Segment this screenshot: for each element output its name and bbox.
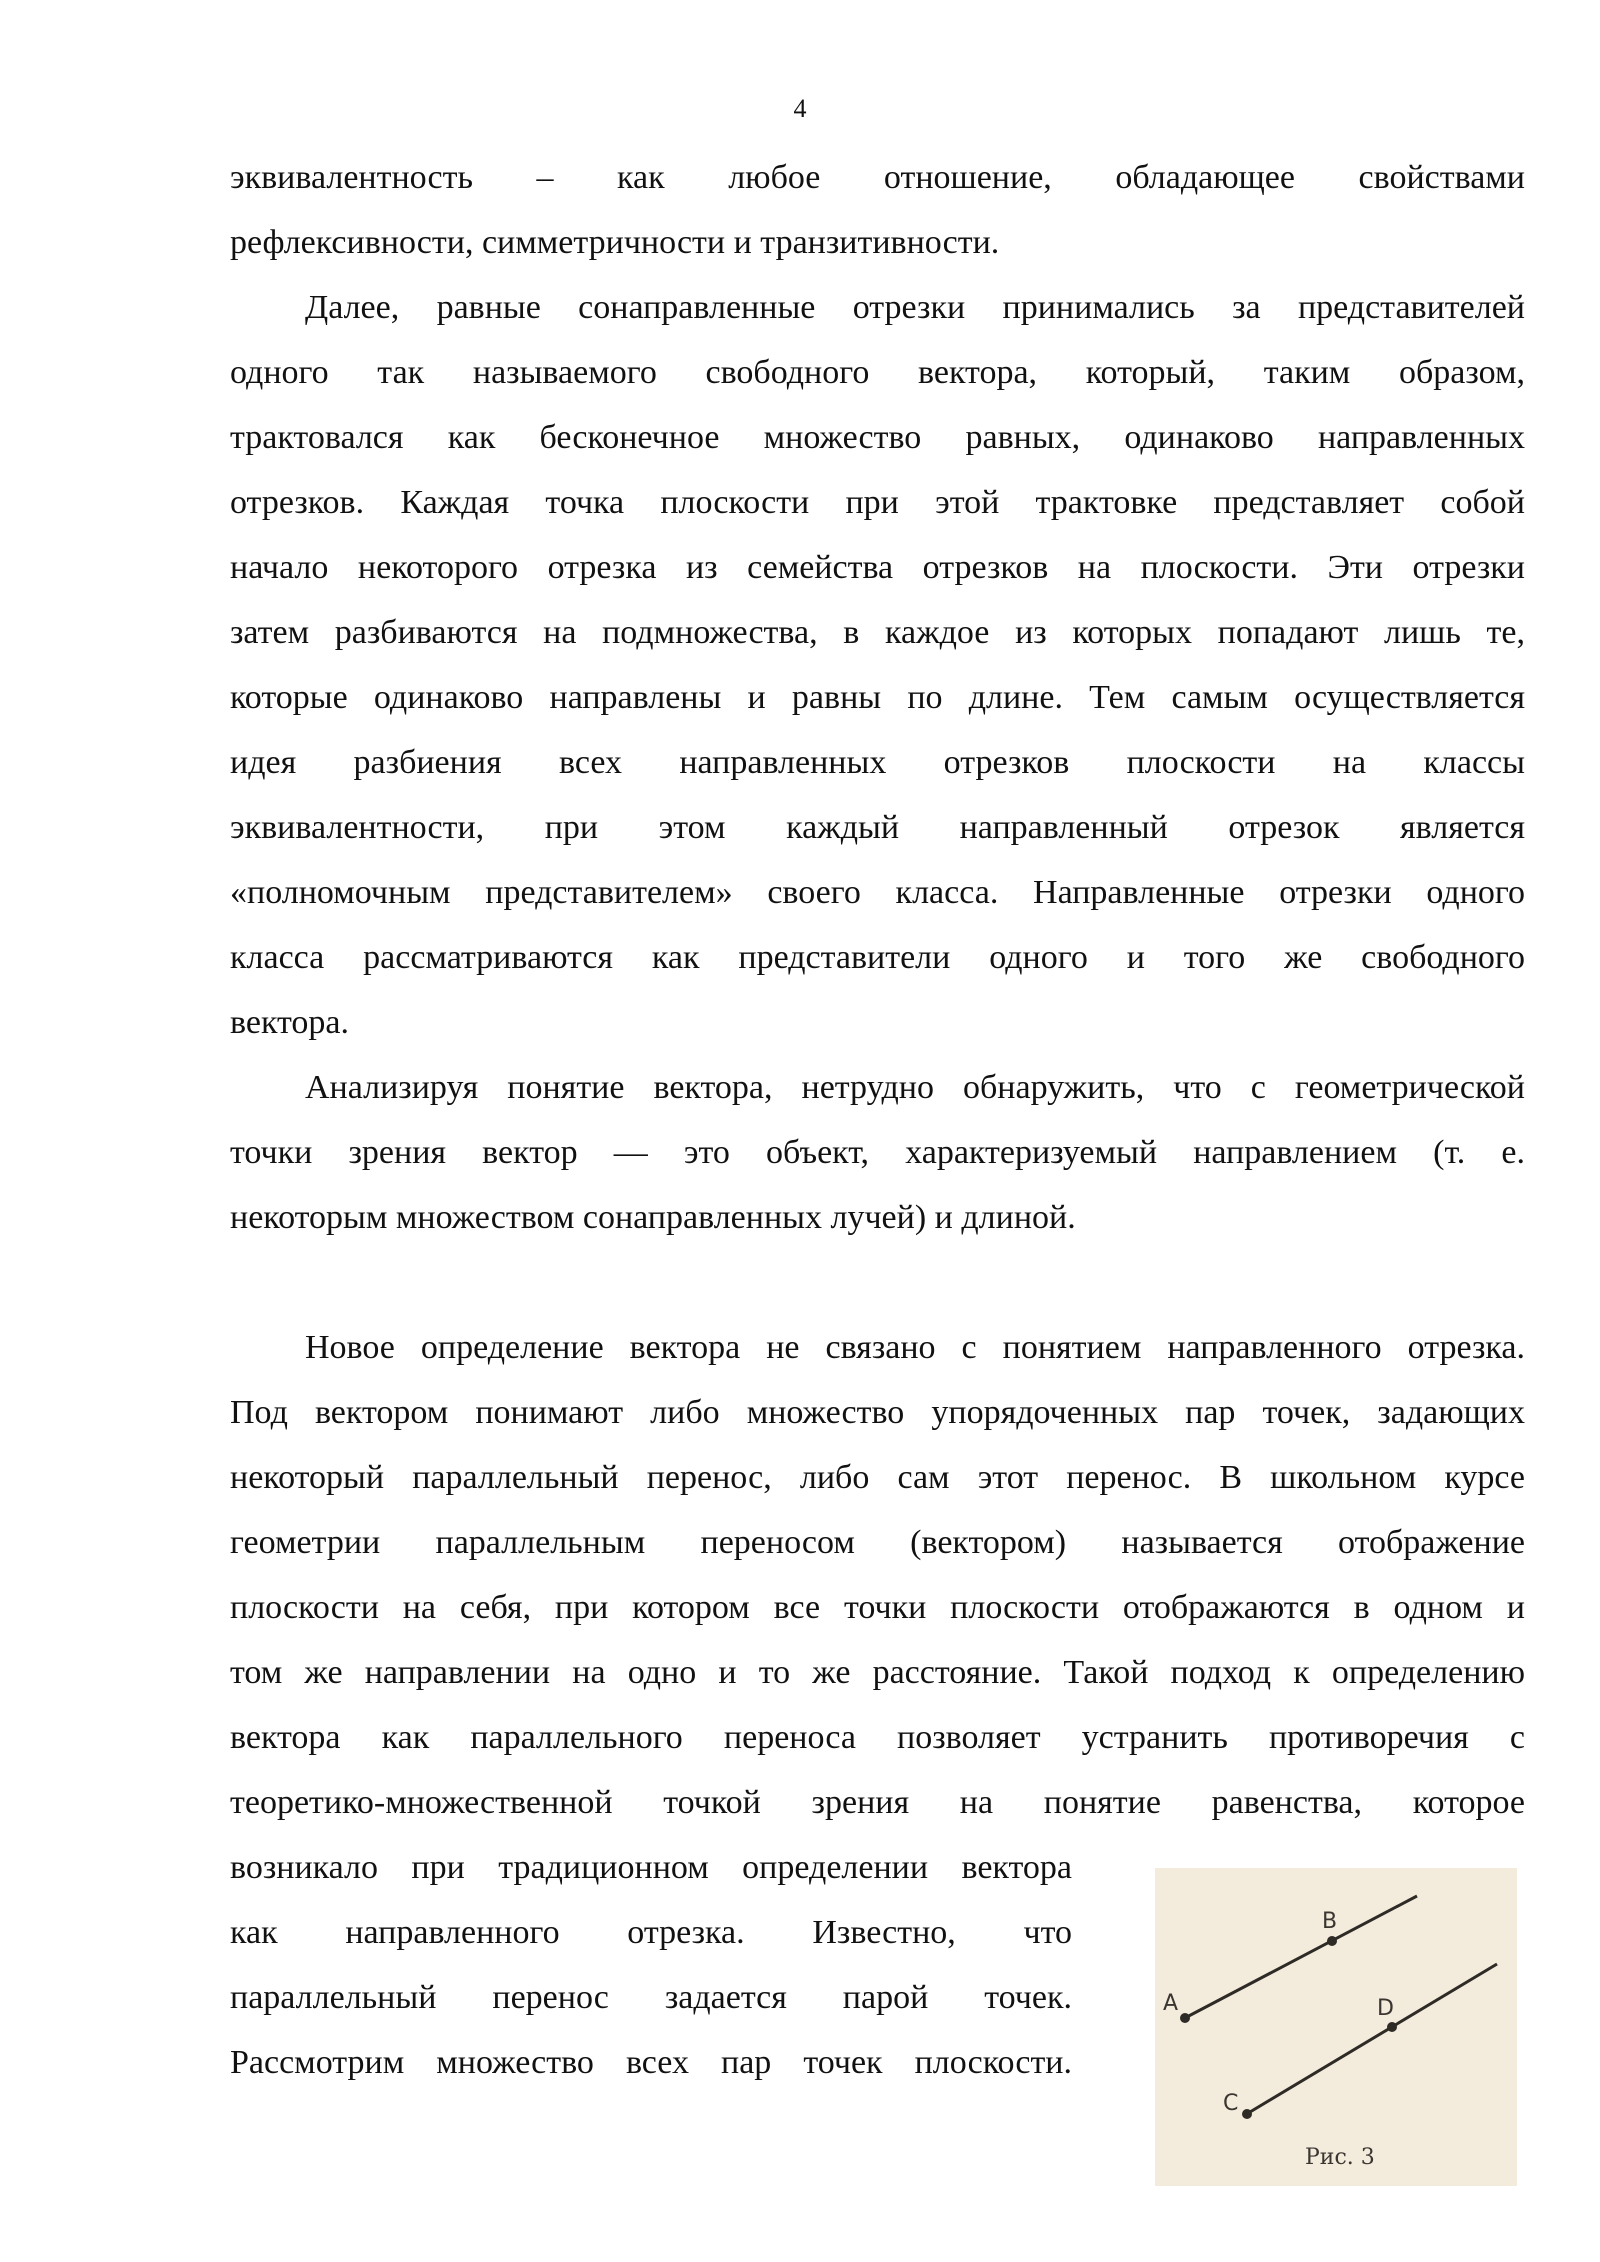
text-line: возникало при традиционном определении вектора (230, 1849, 1072, 1886)
point-c (1242, 2109, 1252, 2119)
text-line: геометрии параллельным переносом (вектором) называется отображение (230, 1524, 1525, 1561)
figure-drawing (1155, 1868, 1517, 2186)
text-line: как направленного отрезка. Известно, что (230, 1914, 1072, 1951)
paragraph-first-line: Анализируя понятие вектора, нетрудно обнаружить, что с геометрической (305, 1069, 1525, 1106)
text-line: эквивалентность – как любое отношение, обладающее свойствами (230, 159, 1525, 196)
label-c: C (1223, 2091, 1239, 2116)
text-line: класса рассматриваются как представители одного и того же свободного (230, 939, 1525, 976)
text-line: эквивалентности, при этом каждый направленный отрезок является (230, 809, 1525, 846)
point-b (1327, 1936, 1337, 1946)
label-b: B (1322, 1909, 1338, 1934)
text-line: трактовался как бесконечное множество равных, одинаково направленных (230, 419, 1525, 456)
text-line: начало некоторого отрезка из семейства отрезков на плоскости. Эти отрезки (230, 549, 1525, 586)
label-d: D (1377, 1996, 1394, 2021)
text-line: затем разбиваются на подмножества, в каждое из которых попадают лишь те, (230, 614, 1525, 651)
text-line: вектора как параллельного переноса позволяет устранить противоречия с (230, 1719, 1525, 1756)
text-line: рефлексивности, симметричности и транзитивности. (230, 224, 1000, 261)
point-a (1180, 2013, 1190, 2023)
page-number: 4 (793, 94, 807, 123)
text-line: некоторым множеством сонаправленных лучей) и длиной. (230, 1199, 1076, 1236)
text-line: точки зрения вектор — это объект, характеризуемый направлением (т. е. (230, 1134, 1525, 1171)
figure-parallel-segments (1155, 1868, 1517, 2186)
text-line: некоторый параллельный перенос, либо сам этот перенос. В школьном курсе (230, 1459, 1525, 1496)
segment-cd (1245, 1964, 1497, 2115)
figure-caption: Рис. 3 (1305, 2145, 1375, 2170)
text-line: которые одинаково направлены и равны по длине. Тем самым осуществляется (230, 679, 1525, 716)
text-line: одного так называемого свободного вектора, который, таким образом, (230, 354, 1525, 391)
text-line: вектора. (230, 1004, 350, 1041)
label-a: A (1163, 1991, 1179, 2016)
paragraph-first-line: Новое определение вектора не связано с понятием направленного отрезка. (305, 1329, 1525, 1366)
text-line: «полномочным представителем» своего класса. Направленные отрезки одного (230, 874, 1525, 911)
text-line: плоскости на себя, при котором все точки плоскости отображаются в одном и (230, 1589, 1525, 1626)
paragraph-first-line: Далее, равные сонаправленные отрезки принимались за представителей (305, 289, 1525, 326)
text-line: Рассмотрим множество всех пар точек плоскости. (230, 2044, 1072, 2081)
text-line: отрезков. Каждая точка плоскости при этой трактовке представляет собой (230, 484, 1525, 521)
text-line: теоретико-множественной точкой зрения на понятие равенства, которое (230, 1784, 1525, 1821)
point-d (1387, 2022, 1397, 2032)
text-line: Под вектором понимают либо множество упорядоченных пар точек, задающих (230, 1394, 1525, 1431)
text-line: параллельный перенос задается парой точек. (230, 1979, 1072, 2016)
text-line: идея разбиения всех направленных отрезков плоскости на классы (230, 744, 1525, 781)
text-line: том же направлении на одно и то же расстояние. Такой подход к определению (230, 1654, 1525, 1691)
